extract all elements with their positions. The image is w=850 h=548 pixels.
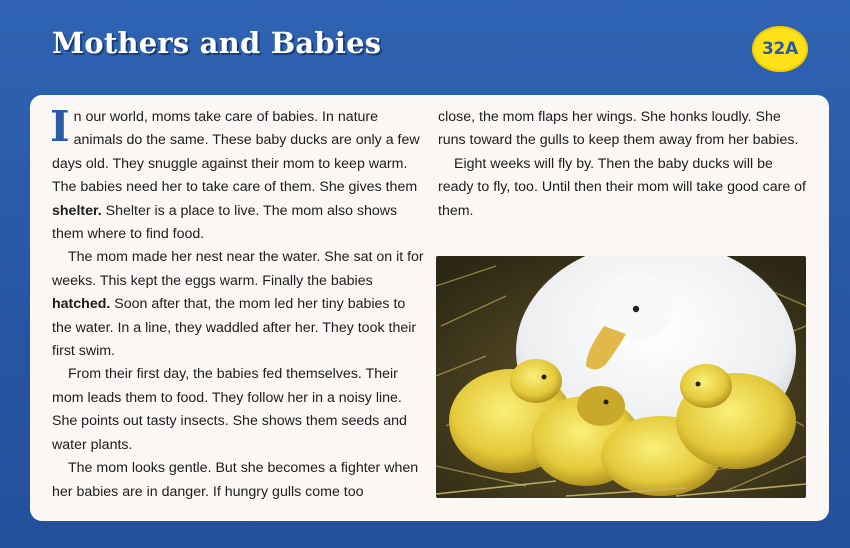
paragraph-4: The mom looks gentle. But she becomes a fighter when her babies are in danger. If hungry gulls come too — [52, 460, 419, 500]
vocab-hatched: hatched. — [52, 296, 111, 313]
paragraph-5: Eight weeks will fly by. Then the baby ducks will be ready to fly, too. Until then their mom will take good care of them. — [438, 155, 806, 219]
left-column — [50, 102, 424, 504]
paragraph-4-continued: close, the mom flaps her wings. She honks loudly. She runs toward the gulls to keep them away from her babies. — [438, 109, 799, 149]
page-title: Mothers and Babies — [52, 26, 382, 60]
paragraph-1 — [50, 102, 424, 246]
right-column — [438, 106, 810, 223]
badge-label: 32A — [762, 39, 798, 59]
vocab-shelter: shelter. — [52, 202, 102, 219]
content-panel — [30, 95, 829, 521]
paragraph-2 — [52, 246, 424, 363]
page-number-badge — [752, 26, 808, 72]
paragraph-2-rest: Soon after that, the mom led her tiny babies to the water. In a line, they waddled after her. They took their first swim. — [52, 296, 417, 360]
paragraph-3: From their first day, the babies fed themselves. Their mom leads them to food. They follow her in a noisy line. She points out tasty insects. She shows them seeds and water plants. — [52, 366, 407, 453]
ducks-photo — [436, 256, 806, 498]
paragraph-1-rest: Shelter is a place to live. The mom also shows them where to find food. — [52, 202, 398, 243]
drop-cap: I — [50, 102, 70, 151]
paragraph-1-text: n our world, moms take care of babies. In nature animals do the same. These baby ducks are only a few days old. They snuggle against their mom to keep warm. The babies need her to take care of them. She gives them — [52, 109, 420, 196]
paragraph-2-text: The mom made her nest near the water. She sat on it for weeks. This kept the eggs warm. Finally the babies — [52, 249, 424, 289]
